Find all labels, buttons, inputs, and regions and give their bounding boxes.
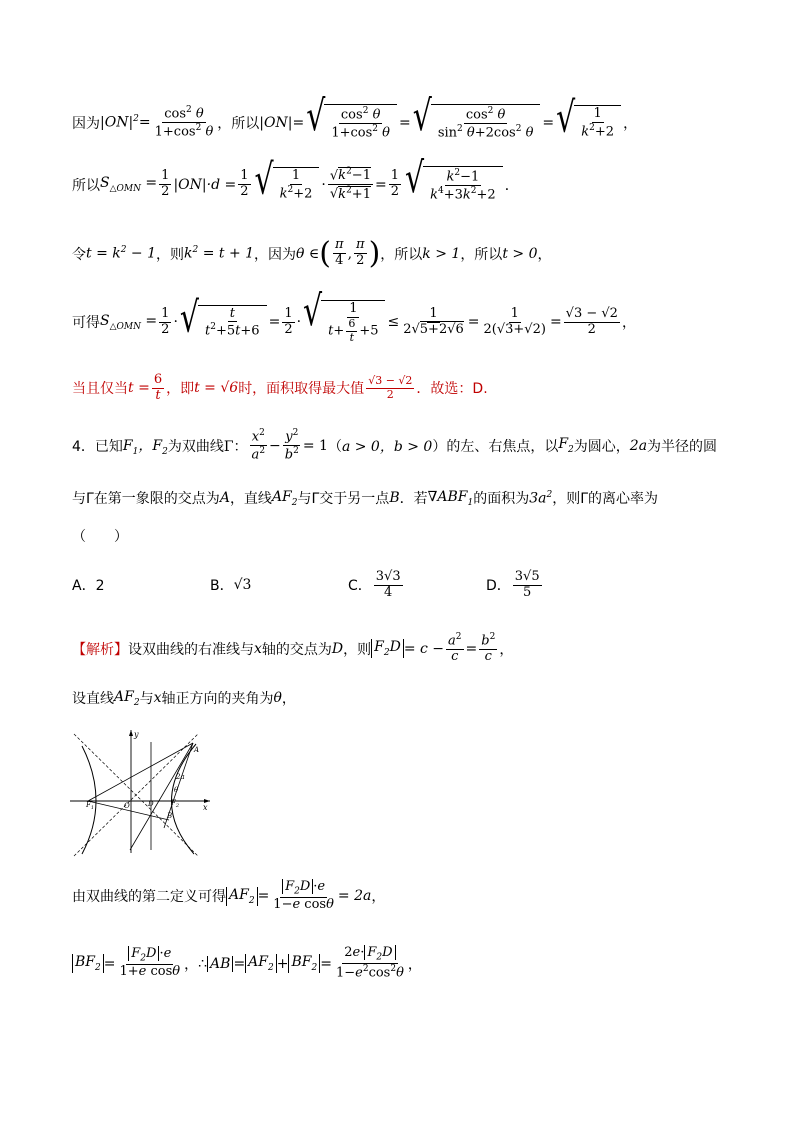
q4-text-b: 为双曲线 xyxy=(167,438,224,455)
text-let: 令 xyxy=(72,246,86,263)
text-comma: ， xyxy=(371,889,386,906)
math-eq: = xyxy=(542,114,555,131)
analysis-line2-a: 设直线 xyxy=(72,691,114,707)
sqrt-7: √ 1 t+ $\frac{6}{t}$ +5 xyxy=(303,300,385,344)
text-answer-d: ．故选：D. xyxy=(416,381,488,398)
math-theta: θ xyxy=(273,690,282,706)
math-af2-abs: $AF_2$ xyxy=(226,887,258,906)
math-k2: $k^2 = t + 1$ xyxy=(184,245,255,262)
math-af2: $AF_2$ xyxy=(114,688,140,708)
label-y: y xyxy=(134,730,139,739)
label-b: B xyxy=(167,812,173,820)
q4-text-c: （ xyxy=(327,438,342,455)
analysis-text3: ，则 xyxy=(343,641,372,658)
option-c-label: C． xyxy=(348,578,372,594)
paren-right: ) xyxy=(368,236,381,271)
frac-x2a2: $\frac{x^2}{a^2}$ xyxy=(251,428,266,463)
math-dot: · xyxy=(321,176,326,193)
q4-prefix: 4．已知 xyxy=(72,438,123,455)
math-eq: = xyxy=(467,314,480,331)
frac-6t: $\frac{6}{t}$ xyxy=(153,372,163,403)
math-b-pt: B xyxy=(389,490,400,506)
option-d-value: $\frac{3√5}{5}$ xyxy=(514,568,540,600)
math-ab-abs: AB xyxy=(207,956,233,972)
q4-text-2e: 的面积为 xyxy=(473,491,530,507)
analysis-line2-d: ， xyxy=(281,691,296,707)
frac-half: $\frac{1}{2}$ xyxy=(161,168,170,200)
text-so-area: 所以 xyxy=(72,177,100,194)
frac-bound2: $\frac{1}{2(√3+√2)}$ xyxy=(483,305,546,337)
math-le: ≤ xyxy=(387,314,400,331)
label-o: O xyxy=(124,802,130,810)
label-theta: θ xyxy=(174,786,179,794)
analysis-line1: 【解析】 设双曲线的右准线与 x 轴的交点为 D ，则 $F_2D$ = c − $\frac{a^2}{c}$ = $\frac{b^2}{c}$ ， xyxy=(72,632,514,665)
frac-b2c: $\frac{b^2}{c}$ xyxy=(481,632,496,665)
math-f1: $F_1$，$F_2$ xyxy=(122,437,168,457)
question-4-paren xyxy=(72,526,128,546)
frac-af2: $\frac{F_2D \cdot e}{\text{1−e cosθ}}$ xyxy=(273,879,334,912)
math-2a: 2a xyxy=(629,437,648,454)
q4-text-2c: 与Γ交于另一点 xyxy=(297,491,390,507)
math-eq: = xyxy=(398,114,411,131)
math-3a2: $3a^2$ xyxy=(529,489,553,507)
q4-text-2a: 与Γ在第一象限的交点为 xyxy=(72,491,220,507)
math-t-def: $t = k^2 - 1$ xyxy=(86,245,157,262)
math-eq: = xyxy=(549,314,562,331)
math-abf1: $\nabla ABF_1$ xyxy=(427,488,474,508)
label-d: D xyxy=(148,800,154,808)
answer-blank: （ ） xyxy=(72,529,128,545)
text-comma: ， xyxy=(407,956,422,973)
question-4-line2 xyxy=(72,488,658,508)
frac-result: $\frac{√3 - √2}{2}$ xyxy=(565,305,618,337)
analysis-tag: 【解析】 xyxy=(72,641,128,658)
q4-text-f: 为半径的圆 xyxy=(647,438,718,455)
math-f2: $F_2$ xyxy=(558,436,574,456)
label-f1: $F_1$ xyxy=(86,801,95,811)
analysis-line2 xyxy=(72,688,296,708)
text-because: 因为 xyxy=(72,115,100,132)
frac-half: $\frac{1}{2}$ xyxy=(161,305,170,337)
option-b-label: B． xyxy=(210,578,234,594)
sqrt-1: √ $\frac{\cos^2 \theta}{1+\cos^2 \theta}$ xyxy=(306,104,397,142)
math-af2: $AF_2$ xyxy=(271,488,298,508)
math-f2d: $F_2D$ xyxy=(371,639,404,658)
frac-pi4: $\frac{\pi}{4}$ xyxy=(335,237,344,268)
analysis-line2-c: 轴正方向的夹角为 xyxy=(161,691,274,707)
solution-line-on xyxy=(72,92,638,143)
solution-line-area xyxy=(72,154,519,205)
text-so-k: ，所以 xyxy=(380,246,423,263)
second-def-line: 由双曲线的第二定义可得 $AF_2$ = $\frac{F_2D \cdot e}{\text{1−e cosθ}}$ = 2a ， xyxy=(72,879,386,912)
text-max-area: 时，面积取得最大值 xyxy=(238,381,365,398)
text-comma: ， xyxy=(499,641,514,658)
sqrt-2: √ $\frac{\cos^2 \theta}{\sin^2 \theta+2\cos^2 \theta}$ xyxy=(413,104,541,142)
q4-text-2b: ，直线 xyxy=(229,491,272,507)
analysis-line2-b: 与 xyxy=(139,691,154,707)
paren-left: ( xyxy=(319,236,332,271)
math-gamma: Γ： xyxy=(223,438,248,455)
text-obtain: 可得 xyxy=(72,315,100,332)
frac-bound: $\frac{1}{2√5+2√6}$ xyxy=(403,305,464,337)
question-4-line1: 4．已知 $F_1$，$F_2$ 为双曲线 Γ： $\frac{x^2}{a^2}$ − $\frac{y^2}{b^2}$ = 1 （ a > 0，b > 0 ）的左、右焦点，以 $F_2$ 为圆心， 2a 为半径的圆 xyxy=(72,428,718,463)
frac-cos2: $\frac{\cos^2 \theta}{1+\cos^2 \theta}$ xyxy=(154,105,214,140)
text-so: ，所以 xyxy=(217,115,260,132)
solution-line-obtain: 可得 $S_{\triangle OMN}$ = $\frac{1}{2}$ · √ $\frac{t}{t^2+5t+6}$ = $\frac{1}{2}$ · √ 1 t+ $\frac{6}{t}$ +5 ≤ $\frac{1}{2√5+2√6}$ = $\frac{1}{2(√3+√2)}$ = $\frac{√3 - √2}{2}$ ， xyxy=(72,286,636,344)
analysis-text1: 设双曲线的右准线与 xyxy=(128,641,254,658)
label-x: x xyxy=(203,803,208,812)
frac-bf2: $\frac{F_2D \cdot e}{\text{1+e cosθ}}$ xyxy=(119,946,181,980)
q4-text-2d: ．若 xyxy=(399,491,428,507)
q4-text-e: 为圆心， xyxy=(573,438,630,455)
text-then: ，则 xyxy=(156,246,185,263)
text-iff: 当且仅当 xyxy=(72,381,128,398)
math-s-omn: $S_{\triangle OMN}$ = xyxy=(100,312,158,332)
def2-text: 由双曲线的第二定义可得 xyxy=(72,889,226,906)
frac-half: $\frac{1}{2}$ xyxy=(284,305,293,337)
math-t-eq: t = xyxy=(128,380,150,397)
math-eq: = xyxy=(374,176,387,193)
math-x: x xyxy=(153,690,162,706)
option-d-label: D． xyxy=(486,578,511,594)
text-comma: ， xyxy=(623,115,638,132)
text-ie: ，即 xyxy=(166,381,195,398)
math-k-gt-1: k > 1 xyxy=(422,245,461,262)
label-f2: $F_2$ xyxy=(171,799,180,809)
math-t-sqrt6: t = √6 xyxy=(194,380,239,397)
solution-line-sub: 令 $t = k^2 - 1$ ，则 $k^2 = t + 1$ ，因为 θ ∈ ( $\frac{\pi}{4}$ , $\frac{\pi}{2}$ ) ，所以 k > 1 ，所以 t > 0 ， xyxy=(72,236,552,271)
hyperbola-figure xyxy=(70,728,220,858)
sqrt-6: √ $\frac{t}{t^2+5t+6}$ xyxy=(180,305,267,340)
last-line: $BF_2$ = $\frac{F_2D \cdot e}{\text{1+e cosθ}}$ ， ∴ AB = $AF_2$ + $BF_2$ = $\frac{2e\cdot F_2D}{1-e^2\cos^2\theta}$ ， xyxy=(72,946,422,981)
math-s-omn: $S_{\triangle OMN}$ = xyxy=(100,175,158,195)
math-on-d: |ON|·d = xyxy=(173,176,237,193)
therefore-symbol: ∴ xyxy=(198,955,208,972)
option-d[interactable] xyxy=(486,562,544,608)
sqrt-3: √ $\frac{1}{k^2+2}$ xyxy=(556,105,621,140)
text-comma: ， xyxy=(537,246,552,263)
math-x: x xyxy=(254,640,262,657)
text-so-t: ，所以 xyxy=(460,246,503,263)
text-comma: ， xyxy=(621,315,636,332)
option-b[interactable] xyxy=(210,570,251,600)
math-d: D xyxy=(331,640,344,657)
frac-half: $\frac{1}{2}$ xyxy=(240,168,249,200)
text-because: ，因为 xyxy=(254,246,297,263)
frac-a2c: $\frac{a^2}{c}$ xyxy=(448,632,462,665)
option-c[interactable] xyxy=(348,562,405,608)
frac-ab: $\frac{2e\cdot F_2D}{1-e^2\cos^2\theta}$ xyxy=(335,945,404,981)
frac-half: $\frac{1}{2}$ xyxy=(390,168,399,200)
frac-y2b2: $\frac{y^2}{b^2}$ xyxy=(284,428,299,463)
label-2a: 2a xyxy=(176,773,185,781)
math-theta-in: θ ∈ xyxy=(296,245,320,262)
option-c-value: $\frac{3√3}{4}$ xyxy=(375,568,401,600)
sqrt-4: √ $\frac{1}{k^2+2}$ xyxy=(255,167,320,202)
sqrt-5: √ $\frac{k^2-1}{k^4+3k^2+2}$ xyxy=(405,166,503,204)
math-cond: a > 0，b > 0 xyxy=(341,438,433,455)
math-eq: = xyxy=(268,314,281,331)
label-a: A xyxy=(194,746,200,754)
math-abs-on-sq: $|ON|^2=$ xyxy=(100,114,151,132)
math-a-pt: A xyxy=(219,490,230,506)
text-period: ． xyxy=(504,177,519,194)
q4-text-2f: ，则Γ的离心率为 xyxy=(552,491,659,507)
q4-text-d: ）的左、右焦点，以 xyxy=(432,438,559,455)
frac-sqrt: $\frac{√k^2-1}{√k^2+1}$ xyxy=(329,167,371,202)
math-abs-on: |ON|= xyxy=(259,114,305,131)
analysis-text2: 轴的交点为 xyxy=(261,641,332,658)
frac-max: $\frac{√3 - √2}{2}$ xyxy=(368,374,413,401)
option-a[interactable] xyxy=(72,570,104,600)
math-t-gt-0: t > 0 xyxy=(502,245,538,262)
option-b-value: √3 xyxy=(233,577,252,593)
option-a-label: A．2 xyxy=(72,578,105,594)
math-bf2-abs: $BF_2$ xyxy=(72,954,104,973)
frac-pi2: $\frac{\pi}{2}$ xyxy=(356,237,365,268)
solution-line-max xyxy=(72,373,488,404)
